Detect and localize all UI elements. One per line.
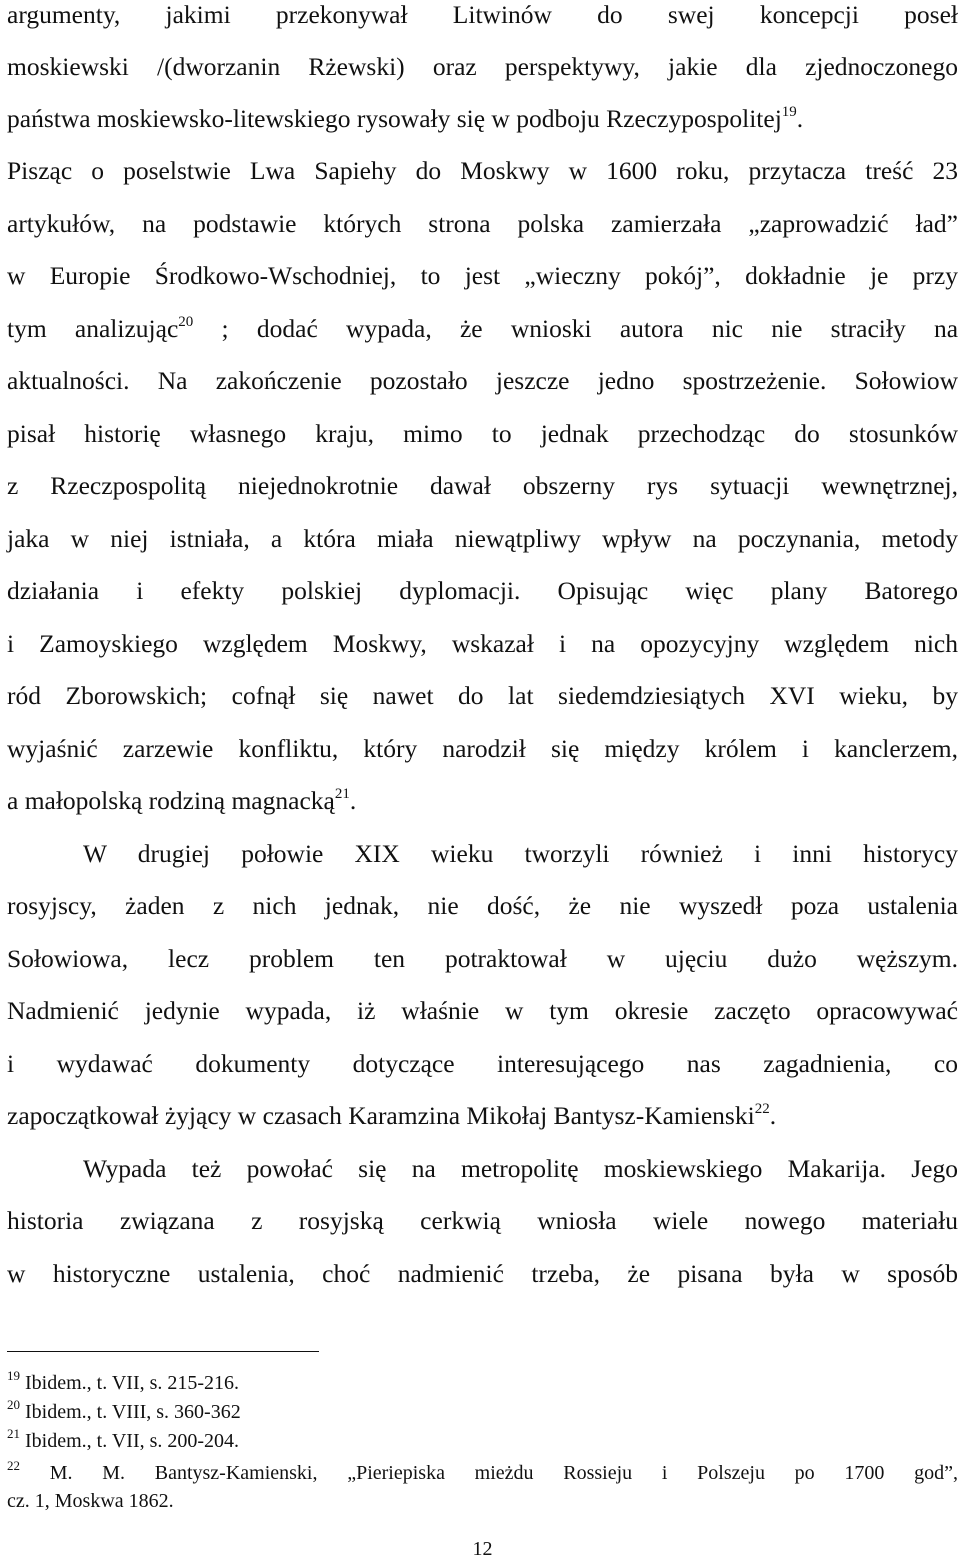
- body-line: z Rzeczpospolitą niejednokrotnie dawał obszerny rys sytuacji wewnętrznej,: [7, 471, 958, 500]
- footnote-number: 20: [7, 1397, 20, 1412]
- footnote-number: 22: [7, 1458, 20, 1473]
- footnote-ref: 19: [781, 104, 797, 120]
- footnote-2: $^{20}$ Ibidem., t. VIII, s. 360-362: [7, 1397, 241, 1423]
- footnote-number: 19: [7, 1368, 20, 1383]
- page-number: 12: [472, 1538, 493, 1560]
- body-line: Nadmienić jedynie wypada, iż właśnie w tym okresie zaczęto opracowywać: [7, 996, 958, 1025]
- body-line: działania i efekty polskiej dyplomacji. Opisując więc plany Batorego: [7, 576, 958, 605]
- footnote-number: 21: [7, 1426, 20, 1441]
- body-line: moskiewski /(dworzanin Rżewski) oraz perspektywy, jakie dla zjednoczonego: [7, 52, 958, 81]
- body-line: aktualności. Na zakończenie pozostało jeszcze jedno spostrzeżenie. Sołowiow: [7, 366, 958, 395]
- body-line: wyjaśnić zarzewie konfliktu, który narodził się między królem i kanclerzem,: [7, 734, 958, 763]
- body-line: argumenty, jakimi przekonywał Litwinów do swej koncepcji poseł: [7, 0, 958, 29]
- footnote-ref: 21: [334, 786, 350, 802]
- footnote-4-continued: cz. 1, Moskwa 1862.: [7, 1490, 174, 1512]
- body-line: pisał historię własnego kraju, mimo to jednak przechodząc do stosunków: [7, 419, 958, 448]
- body-line: i wydawać dokumenty dotyczące interesującego nas zagadnienia, co: [7, 1049, 958, 1078]
- body-line: Wypada też powołać się na metropolitę moskiewskiego Makarija. Jego: [83, 1154, 958, 1183]
- body-line: i Zamoyskiego względem Moskwy, wskazał i na opozycyjny względem nich: [7, 629, 958, 658]
- footnote-ref: 20: [178, 314, 194, 330]
- footnote-3: $^{21}$ Ibidem., t. VII, s. 200-204.: [7, 1426, 240, 1452]
- body-line: jaka w niej istniała, a która miała niewątpliwy wpływ na poczynania, metody: [7, 524, 958, 553]
- body-line: rosyjscy, żaden z nich jednak, nie dość, że nie wyszedł poza ustalenia: [7, 891, 958, 920]
- body-line: artykułów, na podstawie których strona polska zamierzała „zaprowadzić ład”: [7, 209, 958, 238]
- footnote-4: $^{22}$ M. M. Bantysz-Kamienski, „Pieriepiska mieżdu Rossieju i Polszeju po 1700 god”,: [7, 1458, 958, 1484]
- body-line: Sołowiowa, lecz problem ten potraktował w ujęciu dużo węższym.: [7, 944, 958, 973]
- body-line: historia związana z rosyjską cerkwią wniosła wiele nowego materiału: [7, 1206, 958, 1235]
- body-line: a małopolską rodziną magnacką$^{21}$.: [7, 786, 357, 815]
- footnote-separator: [7, 1351, 319, 1352]
- body-line: ród Zborowskich; cofnął się nawet do lat siedemdziesiątych XVI wieku, by: [7, 681, 958, 710]
- footnote-1: $^{19}$ Ibidem., t. VII, s. 215-216.: [7, 1368, 240, 1394]
- footnote-ref: 22: [754, 1101, 770, 1117]
- body-line: w historyczne ustalenia, choć nadmienić trzeba, że pisana była w sposób: [7, 1259, 958, 1288]
- body-line: W drugiej połowie XIX wieku tworzyli również i inni historycy: [83, 839, 958, 868]
- body-line: tym analizując$^{20}$ ; dodać wypada, że wnioski autora nic nie straciły na: [7, 314, 959, 343]
- body-line: państwa moskiewsko-litewskiego rysowały się w podboju Rzeczypospolitej$^{19}$.: [7, 104, 804, 133]
- body-line: Pisząc o poselstwie Lwa Sapiehy do Moskwy w 1600 roku, przytacza treść 23: [7, 156, 958, 185]
- body-line: w Europie Środkowo-Wschodniej, to jest „wieczny pokój”, dokładnie je przy: [7, 261, 958, 290]
- body-line: zapoczątkował żyjący w czasach Karamzina Mikołaj Bantysz-Kamienski$^{22}$.: [7, 1101, 777, 1130]
